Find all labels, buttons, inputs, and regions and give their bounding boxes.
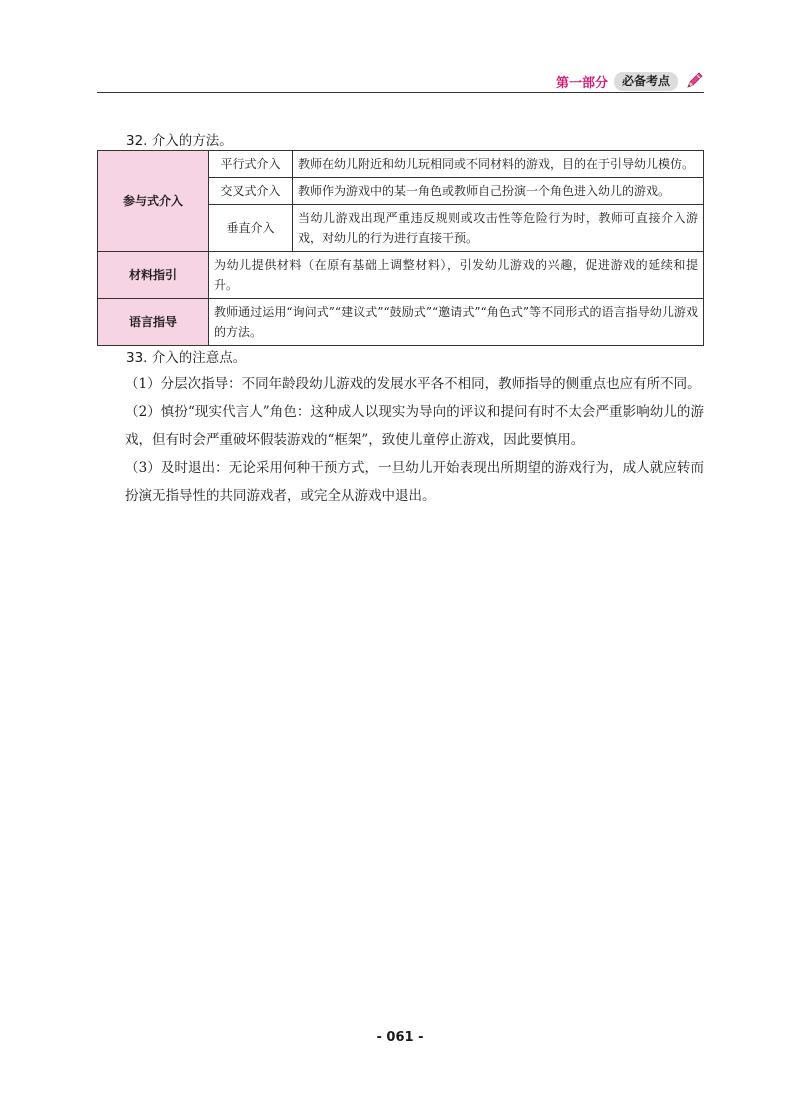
note-point: （1）分层次指导：不同年龄段幼儿游戏的发展水平各不相同，教师指导的侧重点也应有所不同。	[125, 376, 701, 392]
pencil-icon	[684, 71, 704, 91]
method-cell: 平行式介入	[209, 151, 293, 178]
category-cell: 参与式介入	[98, 151, 209, 252]
description-cell: 教师作为游戏中的某一角色或教师自己扮演一个角色进入幼儿的游戏。	[293, 178, 704, 205]
table-row	[98, 299, 704, 346]
category-cell: 语言指导	[98, 299, 209, 346]
intervention-methods-table	[97, 150, 704, 346]
page-number: - 061 -	[376, 1030, 424, 1045]
method-cell: 交叉式介入	[209, 178, 293, 205]
note-point: （3）及时退出：无论采用何种干预方式，一旦幼儿开始表现出所期望的游戏行为，成人就应转而扮演无指导性的共同游戏者，或完全从游戏中退出。	[125, 460, 704, 504]
table-row	[98, 252, 704, 299]
description-cell: 教师在幼儿附近和幼儿玩相同或不同材料的游戏，目的在于引导幼儿模仿。	[293, 151, 704, 178]
page-header	[97, 66, 704, 93]
note-point: （2）慎扮“现实代言人”角色：这种成人以现实为导向的评议和提问有时不太会严重影响幼儿的游戏，但有时会严重破坏假装游戏的“框架”，致使儿童停止游戏，因此要慎用。	[125, 404, 704, 448]
section-33-title: 33. 介入的注意点。	[126, 350, 247, 366]
table-row	[98, 151, 704, 178]
method-cell: 垂直介入	[209, 205, 293, 252]
part-label: 第一部分	[555, 75, 608, 91]
section-badge: 必备考点	[614, 72, 678, 91]
section-32-title: 32. 介入的方法。	[126, 133, 233, 149]
description-cell: 教师通过运用“询问式”“建议式”“鼓励式”“邀请式”“角色式”等不同形式的语言指导幼儿游戏的方法。	[209, 299, 704, 346]
header-right	[556, 71, 704, 91]
description-cell: 当幼儿游戏出现严重违反规则或攻击性等危险行为时，教师可直接介入游戏，对幼儿的行为进行直接干预。	[293, 205, 704, 252]
category-cell: 材料指引	[98, 252, 209, 299]
note-paragraphs	[97, 370, 704, 510]
description-cell: 为幼儿提供材料（在原有基础上调整材料），引发幼儿游戏的兴趣，促进游戏的延续和提升。	[209, 252, 704, 299]
